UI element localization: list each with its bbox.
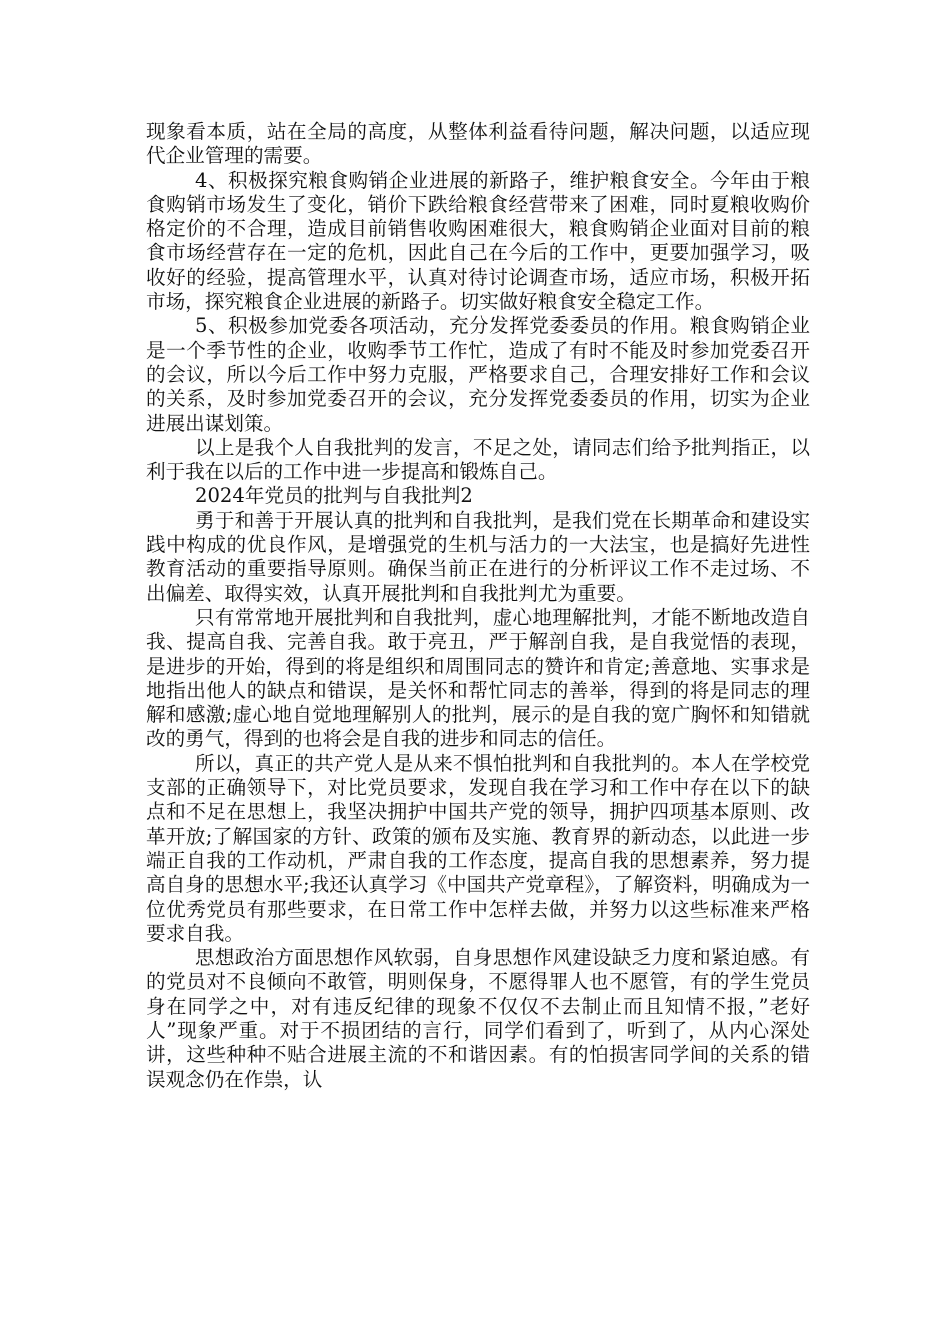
body-paragraph: 勇于和善于开展认真的批判和自我批判，是我们党在长期革命和建设实践中构成的优良作风，是增强党的生机与活力的一大法宝，也是搞好先进性教育活动的重要指导原则。确保当前正在进行的分析评议工作不走过场、不出偏差、取得实效，认真开展批判和自我批判尤为重要。 (146, 508, 810, 605)
body-paragraph: 所以，真正的共产党人是从来不惧怕批判和自我批判的。本人在学校党支部的正确领导下，对比党员要求，发现自我在学习和工作中存在以下的缺点和不足在思想上，我坚决拥护中国共产党的领导，拥护四项基本原则、改革开放;了解国家的方针、政策的颁布及实施、教育界的新动态，以此进一步端正自我的工作动机，严肃自我的工作态度，提高自我的思想素养，努力提高自身的思想水平;我还认真学习《中国共产党章程》，了解资料，明确成为一位优秀党员有那些要求，在日常工作中怎样去做，并努力以这些标准来严格要求自我。 (146, 751, 810, 945)
body-paragraph: 只有常常地开展批判和自我批判，虚心地理解批判，才能不断地改造自我、提高自我、完善自我。敢于亮丑，严于解剖自我，是自我觉悟的表现，是进步的开始，得到的将是组织和周围同志的赞许和肯定;善意地、实事求是地指出他人的缺点和错误，是关怀和帮忙同志的善举，得到的将是同志的理解和感激;虚心地自觉地理解别人的批判，展示的是自我的宽广胸怀和知错就改的勇气，得到的也将会是自我的进步和同志的信任。 (146, 605, 810, 751)
document-page (146, 120, 810, 1092)
body-paragraph: 思想政治方面思想作风软弱，自身思想作风建设缺乏力度和紧迫感。有的党员对不良倾向不敢管，明则保身，不愿得罪人也不愿管，有的学生党员身在同学之中，对有违反纪律的现象不仅仅不去制止而且知情不报，”老好人”现象严重。对于不损团结的言行，同学们看到了，听到了，从内心深处讲，这些种种不贴合进展主流的不和谐因素。有的怕损害同学间的关系的错误观念仍在作祟，认 (146, 946, 810, 1091)
closing-paragraph: 以上是我个人自我批判的发言，不足之处，请同志们给予批判指正，以利于我在以后的工作中进一步提高和锻炼自己。 (146, 435, 810, 484)
paragraph-item-4: 4、积极探究粮食购销企业进展的新路子，维护粮食安全。今年由于粮食购销市场发生了变化，销价下跌给粮食经营带来了困难，同时夏粮收购价格定价的不合理，造成目前销售收购困难很大，粮食购销企业面对目前的粮食市场经营存在一定的危机，因此自己在今后的工作中，更要加强学习，吸收好的经验，提高管理水平，认真对待讨论调查市场，适应市场，积极开拓市场，探究粮食企业进展的新路子。切实做好粮食安全稳定工作。 (146, 168, 810, 314)
paragraph-item-5: 5、积极参加党委各项活动，充分发挥党委委员的作用。粮食购销企业是一个季节性的企业，收购季节工作忙，造成了有时不能及时参加党委召开的会议，所以今后工作中努力克服，严格要求自己，合理安排好工作和会议的关系，及时参加党委召开的会议，充分发挥党委委员的作用，切实为企业进展出谋划策。 (146, 314, 810, 435)
continuation-paragraph: 现象看本质，站在全局的高度，从整体利益看待问题，解决问题，以适应现代企业管理的需要。 (146, 120, 810, 168)
section-heading: 2024年党员的批判与自我批判2 (195, 484, 473, 508)
